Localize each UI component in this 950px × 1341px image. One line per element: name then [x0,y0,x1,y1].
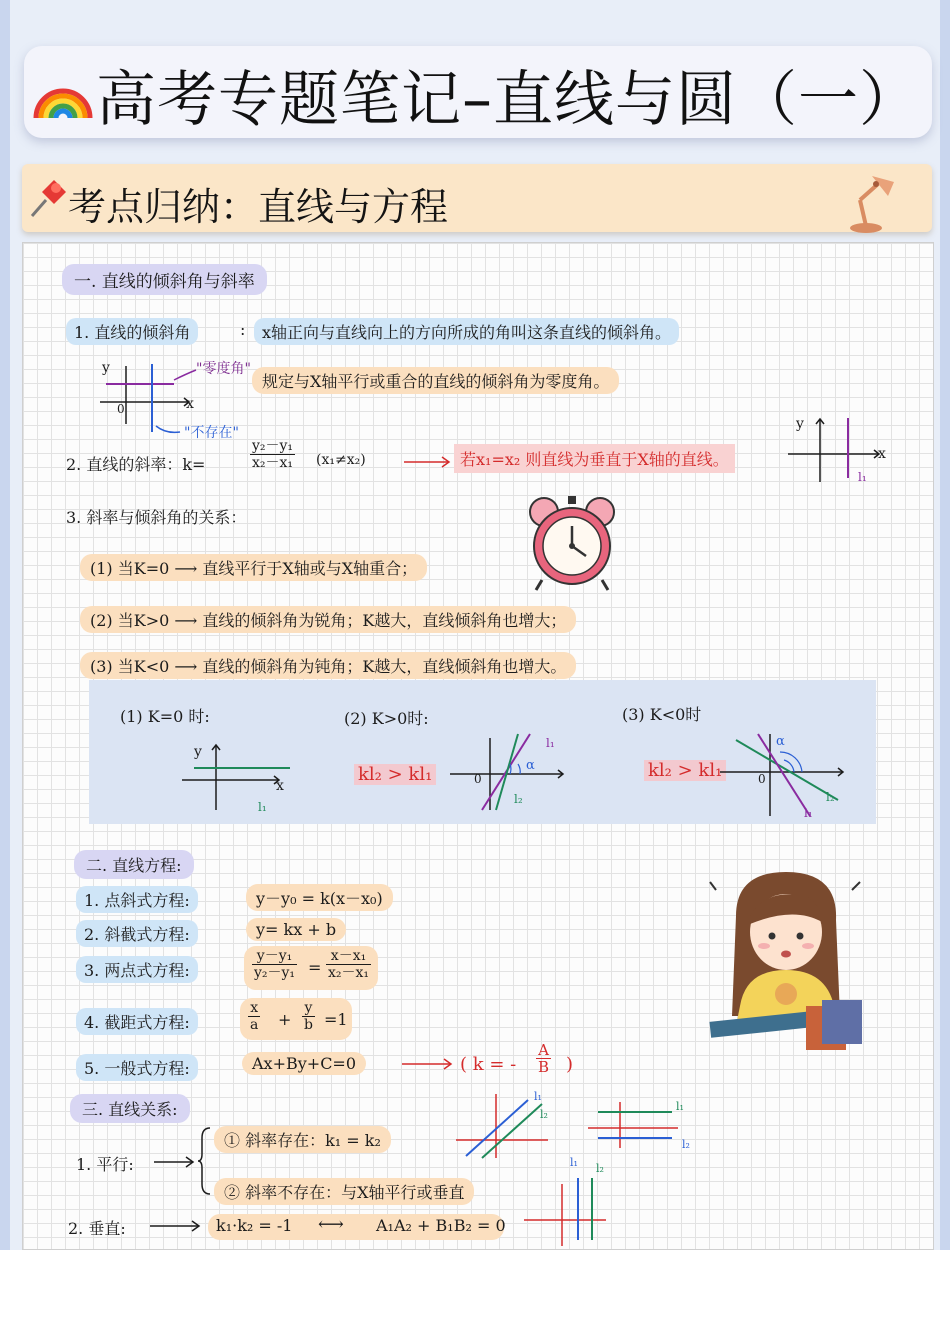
two-point-equals: = [308,958,322,977]
graph-k-negative-label: (3) K<0时 [622,705,702,724]
line-l1-label: l₁ [570,1156,578,1169]
arrow-right-icon [402,1058,454,1070]
case-k-positive: (2) 当K>0 ⟶ 直线的倾斜角为锐角；K越大，直线倾斜角也增大； [80,606,576,633]
origin-label: 0 [474,772,482,786]
intercept-fraction-y [302,1000,315,1033]
parallel-slope-not-exists: ② 斜率不存在：与X轴平行或垂直 [214,1178,474,1205]
axis-y-label: y [102,360,110,376]
general-form-label: 5. 一般式方程: [76,1054,198,1081]
origin-label: 0 [117,402,125,416]
intercept-denominator-b: b [304,1017,313,1033]
slope-intercept-label: 2. 斜截式方程: [76,920,198,947]
angle-alpha-label: α [776,734,785,749]
case-k-negative: (3) 当K<0 ⟶ 直线的倾斜角为钝角；K越大，直线倾斜角也增大。 [80,652,576,679]
line-l1-label: l₁ [546,736,555,750]
line-l1-label: l₁ [858,470,867,484]
line-l2-label: l₂ [682,1138,690,1151]
line-l1-label: l₁ [534,1090,542,1103]
intercept-numerator-y: y [302,1000,315,1017]
desk-lamp-icon [846,170,902,234]
section-subtitle: 考点归纳：直线与方程 [68,185,449,229]
brace-icon [198,1126,212,1196]
line-l2-label: l₂ [514,792,523,806]
intercept-denominator-a: a [250,1017,259,1033]
graph-k-zero-label: (1) K=0 时: [120,707,210,726]
intercept-plus: + [278,1010,292,1029]
two-point-denominator-x: x₂－x₁ [328,965,370,981]
perpendicular-label: 2. 垂直: [68,1219,126,1238]
origin-label: 0 [758,772,766,786]
general-form-slope-fraction [536,1042,551,1075]
point-slope-label: 1. 点斜式方程: [76,886,198,913]
pushpin-icon [28,176,68,218]
axis-x-label: x [878,446,886,462]
inclination-rule: 规定与X轴平行或重合的直线的倾斜角为零度角。 [252,367,619,394]
rainbow-icon [32,62,94,120]
two-point-label: 3. 两点式方程: [76,956,198,983]
arrow-right-icon [154,1156,196,1168]
section1-heading: 一. 直线的倾斜角与斜率 [62,264,267,295]
axis-y-label: y [194,744,202,760]
parallel-vertical-lines-sketch [522,1176,612,1246]
general-form-slope-prefix: ( k = - [460,1054,517,1075]
girl-studying-icon [706,866,872,1056]
general-form-formula: Ax+By+C=0 [242,1052,366,1075]
slope-numerator-a: A [536,1042,551,1059]
graph-k-negative-relation: kl₂ > kl₁ [644,760,726,781]
alarm-clock-icon [522,494,622,592]
axis-x-label: x [276,778,284,794]
line-l1-label: l₁ [804,806,813,820]
slope-intercept-formula: y= kx + b [246,918,346,941]
axis-x-label: x [186,396,194,412]
graph-k-positive-relation: kl₂ > kl₁ [354,764,436,785]
equivalence-arrow: ⟷ [318,1214,344,1235]
line-l1-label: l₁ [258,800,267,814]
slope-fraction [250,438,295,471]
page-title: 高考专题笔记–直线与圆（一） [96,65,920,135]
parallel-horizontal-lines-sketch [586,1100,686,1150]
relation-heading: 3. 斜率与倾斜角的关系： [66,508,247,527]
slope-label: 2. 直线的斜率：k= [66,455,206,474]
inclination-definition: x轴正向与直线向上的方向所成的角叫这条直线的倾斜角。 [254,318,679,345]
slope-note: 若x₁=x₂ 则直线为垂直于X轴的直线。 [454,444,735,473]
intercept-equals-one: =1 [324,1010,348,1029]
section3-heading: 三. 直线关系: [70,1094,190,1123]
inclination-label: 1. 直线的倾斜角 [66,318,198,345]
two-point-numerator-y: y－y₁ [252,948,297,965]
intercept-fraction-x [248,1000,260,1033]
section2-heading: 二. 直线方程: [74,850,194,879]
slope-denominator: x₂－x₁ [252,455,294,471]
line-l2-label: l₂ [826,790,835,804]
two-point-denominator-y: y₂－y₁ [254,965,296,981]
point-slope-formula: y－y₀ = k(x－x₀) [246,884,393,911]
arrow-right-icon [404,456,452,468]
intercept-label: 4. 截距式方程: [76,1008,198,1035]
line-l1-label: l₁ [676,1100,684,1113]
two-point-fraction-x [326,948,371,981]
intercept-numerator-x: x [248,1000,260,1017]
axis-y-label: y [796,416,804,432]
line-l2-label: l₂ [596,1162,604,1175]
slope-denominator-b: B [538,1058,550,1076]
slope-numerator: y₂－y₁ [252,438,294,454]
line-l2-label: l₂ [540,1108,548,1121]
parallel-slope-exists: ① 斜率存在：k₁ = k₂ [214,1126,391,1153]
perpendicular-slope-product: k₁·k₂ = -1 [216,1216,293,1235]
angle-alpha-label: α [526,758,535,773]
parallel-label: 1. 平行: [76,1155,134,1174]
perpendicular-coefficients: A₁A₂ + B₁B₂ = 0 [376,1216,506,1235]
general-form-slope-suffix: ) [566,1054,574,1075]
slope-condition: (x₁≠x₂) [316,452,366,468]
two-point-numerator-x: x－x₁ [326,948,371,965]
arrow-right-icon [150,1220,202,1232]
not-exist-note: "不存在" [184,425,239,441]
case-k-zero: (1) 当K=0 ⟶ 直线平行于X轴或与X轴重合； [80,554,427,581]
two-point-fraction-y [252,948,297,981]
zero-angle-note: "零度角" [196,361,251,377]
graph-k-positive-label: (2) K>0时: [344,709,429,728]
